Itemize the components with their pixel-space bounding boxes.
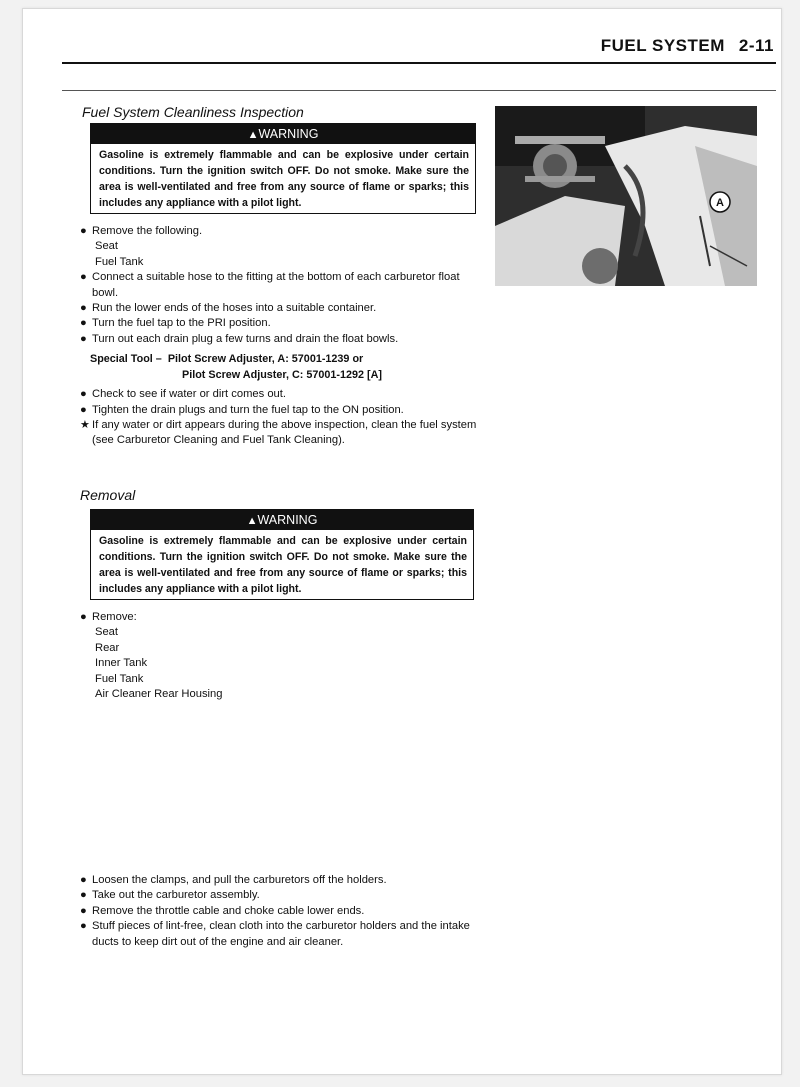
list-item — [80, 873, 490, 888]
special-tool-ref: [A] — [367, 369, 383, 382]
bullet-icon: ● — [80, 904, 87, 917]
bullet-icon: ● — [80, 332, 87, 345]
page-number: 2-11 — [738, 36, 774, 55]
warning-triangle-icon: ▲ — [246, 515, 258, 527]
bullet-icon: ● — [80, 271, 87, 284]
sub-item: Inner Tank — [95, 657, 148, 670]
bullet-icon: ● — [80, 317, 87, 330]
list-item-text: Stuff pieces of lint-free, clean cloth into the carburetor holders and the intake ducts to keep dirt out of the engine and air cleaner. — [92, 920, 470, 948]
list-item-text: Turn the fuel tap to the PRI position. — [92, 317, 271, 330]
warning-text: Gasoline is extremely flammable and can be explosive under certain conditions. Turn the ignition switch OFF. Do not smoke. Make sure the area is well-ventilated and free from any source of flame or sparks; this includes any appliance with a pilot light. — [99, 149, 469, 209]
bullet-icon: ● — [80, 302, 87, 315]
sub-item: Rear — [95, 641, 120, 654]
warning-header — [91, 124, 475, 144]
removal-steps — [80, 873, 490, 950]
sub-item: Fuel Tank — [95, 672, 144, 685]
list-item-text: Remove the following. — [92, 225, 203, 237]
warning-label: WARNING — [257, 513, 318, 527]
bullet-icon: ● — [80, 920, 87, 933]
warning-label: WARNING — [258, 127, 319, 141]
warning-header — [91, 510, 473, 530]
warning-triangle-icon: ▲ — [247, 129, 259, 141]
inspection-steps — [80, 224, 480, 449]
bullet-icon: ● — [80, 388, 87, 401]
list-item-text: Connect a suitable hose to the fitting at the bottom of each carburetor float bowl. — [92, 271, 460, 299]
list-item — [80, 904, 490, 919]
bullet-icon: ● — [80, 874, 87, 886]
callout-label: A — [716, 197, 724, 209]
list-item — [80, 403, 480, 418]
list-item-text: If any water or dirt appears during the above inspection, clean the fuel system (see Carburetor Cleaning and Fuel Tank Cleaning). — [92, 419, 477, 447]
sub-item: Seat — [95, 240, 119, 253]
special-tool-label: Special Tool — [90, 353, 153, 366]
removal-warning-box — [90, 509, 474, 600]
section-title: FUEL SYSTEM — [600, 36, 725, 55]
special-tool-line1: Pilot Screw Adjuster, A: 57001-1239 or — [167, 353, 364, 366]
sub-item: Air Cleaner Rear Housing — [95, 688, 223, 701]
list-item — [80, 316, 480, 331]
list-item-text: Run the lower ends of the hoses into a suitable container. — [92, 302, 377, 315]
sub-item: Seat — [95, 626, 119, 639]
bullet-icon: ● — [80, 889, 87, 902]
list-item — [80, 332, 480, 347]
star-icon: ★ — [80, 419, 91, 432]
list-item-text: Take out the carburetor assembly. — [92, 889, 260, 902]
list-item — [80, 387, 480, 402]
list-item — [80, 224, 480, 239]
special-tool — [80, 351, 480, 383]
bullet-icon: ● — [80, 611, 87, 623]
header-subrule — [62, 90, 776, 91]
inspection-warning-box — [90, 123, 476, 214]
list-item-text: Remove the throttle cable and choke cable lower ends. — [92, 904, 365, 917]
special-tool-dash: – — [155, 353, 162, 366]
list-item — [80, 919, 490, 950]
carburetor-photo — [495, 106, 757, 286]
list-item-text: Check to see if water or dirt comes out. — [92, 388, 286, 401]
inspection-heading: Fuel System Cleanliness Inspection — [82, 104, 304, 120]
special-tool-line2: Pilot Screw Adjuster, C: 57001-1292 — [182, 369, 365, 382]
removal-remove-list — [80, 610, 480, 702]
list-item — [80, 301, 480, 316]
sub-item: Fuel Tank — [95, 255, 144, 268]
list-item-text: Loosen the clamps, and pull the carburetors off the holders. — [92, 874, 387, 886]
page-header — [601, 36, 774, 56]
list-item-text: Turn out each drain plug a few turns and drain the float bowls. — [92, 332, 399, 345]
list-item — [80, 888, 490, 903]
removal-heading: Removal — [80, 487, 136, 503]
warning-text: Gasoline is extremely flammable and can be explosive under certain conditions. Turn the ignition switch OFF. Do not smoke. Make sure the area is well-ventilated and free from any source of flame or sparks; this includes any appliance with a pilot light. — [99, 535, 467, 595]
bullet-icon: ● — [80, 225, 87, 237]
list-item — [80, 418, 480, 449]
list-item-text: Tighten the drain plugs and turn the fuel tap to the ON position. — [92, 403, 404, 416]
list-item — [80, 270, 480, 301]
header-rule — [62, 62, 776, 64]
list-item: ● Remove: — [80, 610, 480, 625]
bullet-icon: ● — [80, 403, 87, 416]
